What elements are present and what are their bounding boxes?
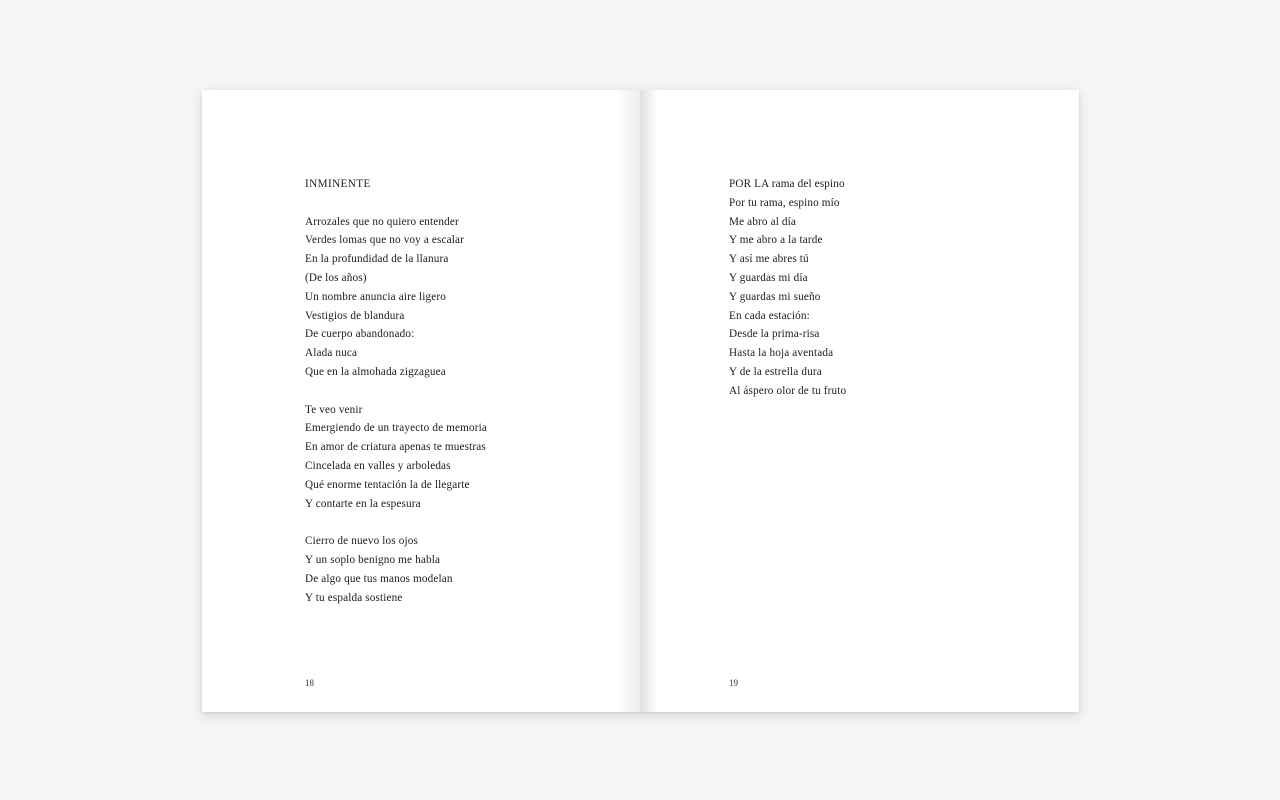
book-spread xyxy=(202,90,1079,712)
poem-line: Un nombre anuncia aire ligero xyxy=(305,290,447,303)
poem-line: Me abro al día xyxy=(729,215,797,228)
left-page xyxy=(202,90,640,712)
poem-line: Desde la prima-risa xyxy=(729,328,820,341)
poem-line: Y guardas mi sueño xyxy=(729,290,821,303)
poem-line: Qué enorme tentación la de llegarte xyxy=(305,478,470,491)
poem-line: Y tu espalda sostiene xyxy=(305,591,403,604)
poem-line: En la profundidad de la llanura xyxy=(305,253,449,266)
poem-line: Verdes lomas que no voy a escalar xyxy=(305,234,465,247)
stanza-break xyxy=(305,194,487,213)
poem-por-la-rama xyxy=(729,175,846,401)
poem-line: Alada nuca xyxy=(305,347,358,360)
poem-line: Y así me abres tú xyxy=(729,253,809,266)
poem-line: Cierro de nuevo los ojos xyxy=(305,535,418,548)
poem-line: Y guardas mi día xyxy=(729,271,808,284)
poem-line: En cada estación: xyxy=(729,309,810,322)
poem-line: En amor de criatura apenas te muestras xyxy=(305,441,486,454)
poem-line: De cuerpo abandonado: xyxy=(305,328,415,341)
poem-line: Al áspero olor de tu fruto xyxy=(729,384,847,397)
right-page xyxy=(640,90,1079,712)
poem-line: Emergiendo de un trayecto de memoria xyxy=(305,422,487,435)
poem-line: Arrozales que no quiero entender xyxy=(305,215,459,228)
poem-line: Y contarte en la espesura xyxy=(305,497,421,510)
page-number-left: 18 xyxy=(305,678,314,688)
poem-title: INMINENTE xyxy=(305,178,371,190)
gutter-shadow-right xyxy=(640,90,658,712)
page-number-right: 19 xyxy=(729,678,738,688)
poem-line: Vestigios de blandura xyxy=(305,309,405,322)
poem-line: Y de la estrella dura xyxy=(729,365,822,378)
poem-line: (De los años) xyxy=(305,271,367,284)
stanza-break xyxy=(305,382,487,401)
poem-line: Y un soplo benigno me habla xyxy=(305,553,441,566)
poem-line: Cincelada en valles y arboledas xyxy=(305,459,451,472)
poem-inminente xyxy=(305,175,487,607)
poem-line: Que en la almohada zigzaguea xyxy=(305,365,446,378)
poem-line: Te veo venir xyxy=(305,403,363,416)
poem-line: De algo que tus manos modelan xyxy=(305,572,453,585)
poem-line: Y me abro a la tarde xyxy=(729,234,823,247)
stanza-break xyxy=(305,513,487,532)
poem-line: Hasta la hoja aventada xyxy=(729,347,834,360)
poem-line: POR LA rama del espino xyxy=(729,178,845,190)
gutter-shadow-left xyxy=(616,90,640,712)
poem-line: Por tu rama, espino mío xyxy=(729,196,840,209)
